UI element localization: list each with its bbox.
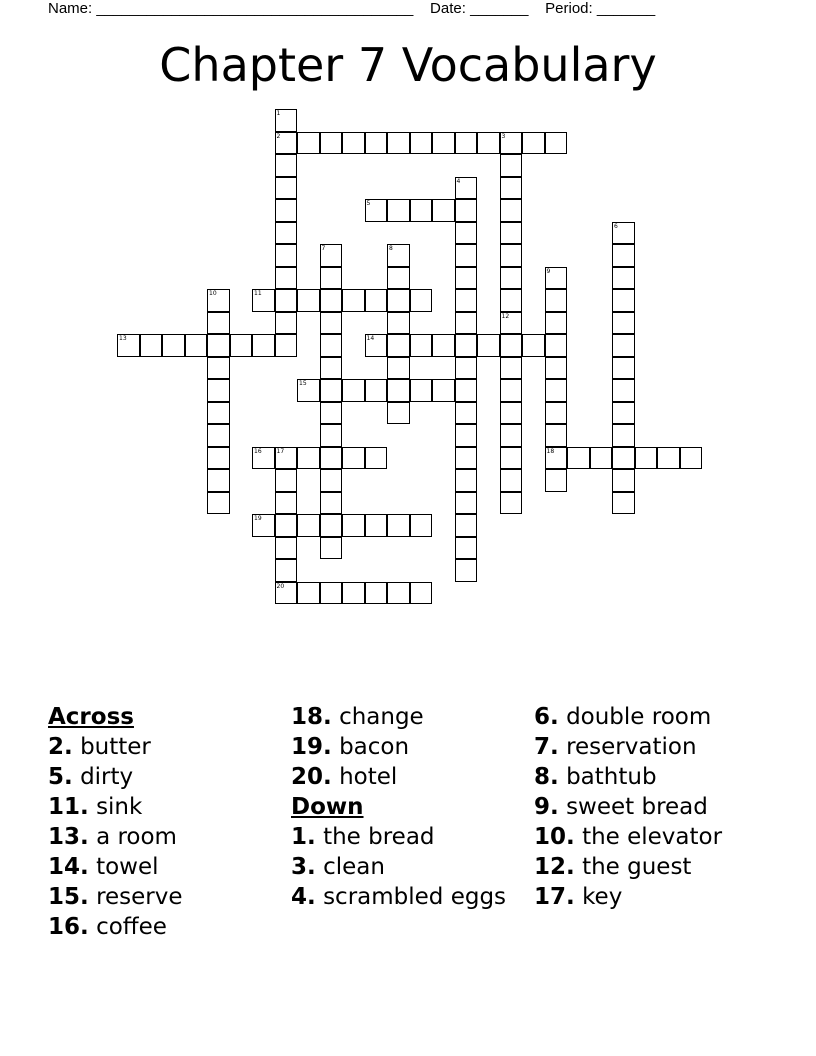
crossword-cell[interactable] <box>477 334 500 357</box>
crossword-cell[interactable] <box>320 582 343 605</box>
clue-number: 10 <box>209 290 217 297</box>
clue-item <box>48 792 278 822</box>
crossword-cell[interactable] <box>207 379 230 402</box>
crossword-cell[interactable] <box>500 244 523 267</box>
clue-number: 17 <box>276 447 285 455</box>
clue-item <box>534 702 804 732</box>
crossword-cell[interactable] <box>432 132 455 155</box>
clue-item-number: 6. <box>534 704 559 730</box>
clue-item-number: 12. <box>534 854 575 880</box>
clue-item <box>48 852 278 882</box>
crossword-cell[interactable] <box>612 402 635 425</box>
crossword-cell[interactable] <box>410 289 433 312</box>
crossword-cell[interactable] <box>545 334 568 357</box>
crossword-cell[interactable] <box>387 582 410 605</box>
crossword-cell[interactable] <box>297 289 320 312</box>
crossword-cell[interactable] <box>567 447 590 470</box>
clue-number: 5 <box>366 200 371 207</box>
crossword-cell[interactable] <box>320 244 343 267</box>
clue-item-text: bathtub <box>566 764 657 790</box>
clue-item <box>48 822 278 852</box>
crossword-cell[interactable] <box>185 334 208 357</box>
crossword-cell[interactable] <box>387 244 410 267</box>
down-heading: Down <box>291 794 364 820</box>
clue-number: 3 <box>501 132 506 140</box>
crossword-cell[interactable] <box>500 492 523 515</box>
crossword-cell[interactable] <box>545 447 568 470</box>
crossword-cell[interactable] <box>207 312 230 335</box>
crossword-cell[interactable] <box>477 132 500 155</box>
clue-item-number: 18. <box>291 704 332 730</box>
crossword-cell[interactable] <box>455 537 478 560</box>
clue-item-number: 16. <box>48 914 89 940</box>
crossword-cell[interactable] <box>297 582 320 605</box>
clue-item <box>291 732 526 762</box>
crossword-cell[interactable] <box>365 289 388 312</box>
crossword-cell[interactable] <box>455 222 478 245</box>
crossword-cell[interactable] <box>207 424 230 447</box>
clue-item-number: 19. <box>291 734 332 760</box>
clue-item-number: 5. <box>48 764 73 790</box>
crossword-cell[interactable] <box>612 222 635 245</box>
crossword-cell[interactable] <box>545 132 568 155</box>
clue-number: 6 <box>614 222 618 230</box>
crossword-cell[interactable] <box>387 267 410 290</box>
crossword-cell[interactable] <box>275 109 298 132</box>
clue-number: 18 <box>546 447 555 455</box>
crossword-cell[interactable] <box>275 582 298 605</box>
clue-number: 12 <box>501 312 510 320</box>
name-label: Name: <box>48 0 93 17</box>
crossword-cell[interactable] <box>342 289 365 312</box>
crossword-cell[interactable] <box>387 132 410 155</box>
across-clue-list <box>48 732 278 942</box>
clue-number: 4 <box>456 177 461 185</box>
crossword-cell[interactable] <box>612 447 635 470</box>
crossword-cell[interactable] <box>275 469 298 492</box>
clue-item-text: the bread <box>323 824 435 850</box>
crossword-cell[interactable] <box>320 537 343 560</box>
crossword-cell[interactable] <box>500 199 523 222</box>
down-clue-list-continued <box>534 702 804 912</box>
clue-item-number: 17. <box>534 884 575 910</box>
clue-item-text: change <box>339 704 424 730</box>
crossword-cell[interactable] <box>432 334 455 357</box>
clue-number: 13 <box>119 335 127 342</box>
date-label: Date: <box>430 0 466 17</box>
crossword-cell[interactable] <box>252 514 275 537</box>
crossword-cell[interactable] <box>545 267 568 290</box>
crossword-cell[interactable] <box>500 222 523 245</box>
crossword-cell[interactable] <box>342 582 365 605</box>
crossword-cell[interactable] <box>455 289 478 312</box>
crossword-cell[interactable] <box>657 447 680 470</box>
crossword-cell[interactable] <box>500 402 523 425</box>
crossword-cell[interactable] <box>297 379 320 402</box>
clue-item <box>48 732 278 762</box>
crossword-cell[interactable] <box>455 492 478 515</box>
clue-item-text: a room <box>96 824 177 850</box>
crossword-cell[interactable] <box>365 199 388 222</box>
clue-item <box>48 762 278 792</box>
clue-item-text: hotel <box>339 764 398 790</box>
clue-number: 8 <box>389 245 393 252</box>
name-blank[interactable]: ______________________________________ <box>96 0 414 17</box>
crossword-cell[interactable] <box>635 447 658 470</box>
crossword-cell[interactable] <box>117 334 140 357</box>
clues-column-1 <box>48 702 278 942</box>
crossword-cell[interactable] <box>342 447 365 470</box>
crossword-cell[interactable] <box>387 312 410 335</box>
crossword-cell[interactable] <box>612 424 635 447</box>
period-label: Period: <box>545 0 593 17</box>
clue-item-number: 14. <box>48 854 89 880</box>
clue-number: 11 <box>254 290 262 297</box>
crossword-cell[interactable] <box>612 379 635 402</box>
crossword-cell[interactable] <box>545 424 568 447</box>
clue-item-text: dirty <box>80 764 134 790</box>
clue-item-text: reservation <box>566 734 697 760</box>
clue-item-text: key <box>582 884 623 910</box>
crossword-cell[interactable] <box>455 244 478 267</box>
crossword-cell[interactable] <box>320 379 343 402</box>
crossword-cell[interactable] <box>275 132 298 155</box>
crossword-cell[interactable] <box>252 289 275 312</box>
crossword-cell[interactable] <box>387 357 410 380</box>
clue-number: 19 <box>254 515 262 522</box>
crossword-cell[interactable] <box>500 357 523 380</box>
clue-item-number: 10. <box>534 824 575 850</box>
crossword-cell[interactable] <box>320 357 343 380</box>
clue-item <box>534 792 804 822</box>
across-heading: Across <box>48 704 134 730</box>
crossword-cell[interactable] <box>500 154 523 177</box>
crossword-cell[interactable] <box>320 469 343 492</box>
clue-number: 9 <box>546 267 551 275</box>
crossword-cell[interactable] <box>522 334 545 357</box>
clue-item-text: the elevator <box>582 824 723 850</box>
crossword-cell[interactable] <box>275 289 298 312</box>
clue-item-number: 11. <box>48 794 89 820</box>
crossword-cell[interactable] <box>612 334 635 357</box>
crossword-cell[interactable] <box>612 289 635 312</box>
clue-number: 7 <box>321 245 326 252</box>
clue-item-text: sweet bread <box>566 794 708 820</box>
clue-number: 20 <box>276 582 285 590</box>
period-blank[interactable]: _______ <box>596 0 656 17</box>
crossword-cell[interactable] <box>275 447 298 470</box>
crossword-cell[interactable] <box>590 447 613 470</box>
clue-number: 16 <box>254 447 262 455</box>
crossword-cell[interactable] <box>410 132 433 155</box>
clue-item-number: 13. <box>48 824 89 850</box>
clue-item <box>291 852 526 882</box>
crossword-cell[interactable] <box>320 492 343 515</box>
clues-column-2 <box>291 702 526 912</box>
crossword-cell[interactable] <box>500 379 523 402</box>
crossword-cell[interactable] <box>680 447 703 470</box>
crossword-cell[interactable] <box>545 469 568 492</box>
crossword-cell[interactable] <box>365 447 388 470</box>
crossword-cell[interactable] <box>275 199 298 222</box>
clue-number: 14 <box>366 335 375 342</box>
crossword-cell[interactable] <box>320 334 343 357</box>
crossword-cell[interactable] <box>365 334 388 357</box>
crossword-cell[interactable] <box>275 177 298 200</box>
clue-number: 15 <box>299 380 307 387</box>
crossword-cell[interactable] <box>342 514 365 537</box>
clue-item-number: 2. <box>48 734 73 760</box>
crossword-cell[interactable] <box>545 357 568 380</box>
clue-item <box>48 882 278 912</box>
crossword-cell[interactable] <box>275 154 298 177</box>
crossword-cell[interactable] <box>455 199 478 222</box>
clue-item <box>534 822 804 852</box>
crossword-cell[interactable] <box>320 289 343 312</box>
clue-item <box>291 882 526 912</box>
clue-item-number: 15. <box>48 884 89 910</box>
crossword-cell[interactable] <box>612 469 635 492</box>
crossword-cell[interactable] <box>500 447 523 470</box>
crossword-cell[interactable] <box>455 559 478 582</box>
clue-number: 2 <box>276 132 281 140</box>
clue-item <box>291 702 526 732</box>
crossword-cell[interactable] <box>207 492 230 515</box>
crossword-cell[interactable] <box>275 514 298 537</box>
crossword-cell[interactable] <box>455 357 478 380</box>
crossword-cell[interactable] <box>410 514 433 537</box>
crossword-cell[interactable] <box>207 289 230 312</box>
crossword-cell[interactable] <box>612 267 635 290</box>
crossword-cell[interactable] <box>387 514 410 537</box>
crossword-cell[interactable] <box>275 559 298 582</box>
crossword-cell[interactable] <box>612 492 635 515</box>
crossword-cell[interactable] <box>275 267 298 290</box>
crossword-cell[interactable] <box>320 132 343 155</box>
crossword-cell[interactable] <box>612 312 635 335</box>
clue-item-text: sink <box>96 794 143 820</box>
clue-item-text: coffee <box>96 914 167 940</box>
clue-item-text: towel <box>96 854 159 880</box>
clue-item <box>291 762 526 792</box>
crossword-cell[interactable] <box>432 379 455 402</box>
crossword-cell[interactable] <box>455 177 478 200</box>
clue-item-text: scrambled eggs <box>323 884 507 910</box>
clue-item-text: double room <box>566 704 712 730</box>
crossword-cell[interactable] <box>320 514 343 537</box>
crossword-cell[interactable] <box>252 447 275 470</box>
clue-item-text: clean <box>323 854 385 880</box>
crossword-cell[interactable] <box>207 402 230 425</box>
crossword-cell[interactable] <box>162 334 185 357</box>
clue-item-text: bacon <box>339 734 410 760</box>
crossword-cell[interactable] <box>275 244 298 267</box>
crossword-cell[interactable] <box>545 289 568 312</box>
crossword-cell[interactable] <box>455 469 478 492</box>
clue-item <box>534 732 804 762</box>
clue-item-text: reserve <box>96 884 183 910</box>
crossword-cell[interactable] <box>500 469 523 492</box>
clue-item-number: 3. <box>291 854 316 880</box>
crossword-cell[interactable] <box>410 379 433 402</box>
clue-item <box>534 762 804 792</box>
clue-item-number: 7. <box>534 734 559 760</box>
crossword-cell[interactable] <box>500 132 523 155</box>
clue-item-number: 8. <box>534 764 559 790</box>
crossword-cell[interactable] <box>387 379 410 402</box>
crossword-cell[interactable] <box>410 199 433 222</box>
clue-item <box>534 882 804 912</box>
clue-item-number: 20. <box>291 764 332 790</box>
crossword-cell[interactable] <box>500 334 523 357</box>
crossword-cell[interactable] <box>612 244 635 267</box>
crossword-cell[interactable] <box>545 379 568 402</box>
date-blank[interactable]: _______ <box>470 0 529 17</box>
crossword-cell[interactable] <box>500 177 523 200</box>
crossword-cell[interactable] <box>207 447 230 470</box>
crossword-cell[interactable] <box>455 402 478 425</box>
crossword-cell[interactable] <box>455 424 478 447</box>
crossword-cell[interactable] <box>410 334 433 357</box>
page-title: Chapter 7 Vocabulary <box>159 38 657 92</box>
crossword-cell[interactable] <box>387 334 410 357</box>
crossword-cell[interactable] <box>230 334 253 357</box>
crossword-cell[interactable] <box>455 132 478 155</box>
crossword-cell[interactable] <box>455 334 478 357</box>
crossword-cell[interactable] <box>275 537 298 560</box>
down-clue-list <box>291 822 526 912</box>
crossword-cell[interactable] <box>387 402 410 425</box>
crossword-cell[interactable] <box>455 267 478 290</box>
crossword-cell[interactable] <box>365 379 388 402</box>
clue-item-text: the guest <box>582 854 692 880</box>
crossword-cell[interactable] <box>297 514 320 537</box>
crossword-cell[interactable] <box>545 402 568 425</box>
crossword-cell[interactable] <box>140 334 163 357</box>
crossword-cell[interactable] <box>320 312 343 335</box>
crossword-cell[interactable] <box>207 357 230 380</box>
crossword-cell[interactable] <box>455 514 478 537</box>
clue-item <box>48 912 278 942</box>
crossword-cell[interactable] <box>500 267 523 290</box>
crossword-cell[interactable] <box>387 289 410 312</box>
crossword-cell[interactable] <box>275 492 298 515</box>
crossword-cell[interactable] <box>522 132 545 155</box>
crossword-cell[interactable] <box>275 334 298 357</box>
crossword-cell[interactable] <box>410 582 433 605</box>
clue-item <box>291 822 526 852</box>
crossword-cell[interactable] <box>320 447 343 470</box>
crossword-cell[interactable] <box>320 267 343 290</box>
crossword-cell[interactable] <box>275 312 298 335</box>
crossword-cell[interactable] <box>455 312 478 335</box>
crossword-cell[interactable] <box>275 222 298 245</box>
crossword-cell[interactable] <box>455 379 478 402</box>
crossword-cell[interactable] <box>545 312 568 335</box>
crossword-cell[interactable] <box>432 199 455 222</box>
crossword-cell[interactable] <box>320 424 343 447</box>
clue-number: 1 <box>276 110 281 117</box>
crossword-cell[interactable] <box>320 402 343 425</box>
crossword-cell[interactable] <box>365 514 388 537</box>
crossword-cell[interactable] <box>612 357 635 380</box>
across-clue-list-continued <box>291 702 526 792</box>
crossword-cell[interactable] <box>455 447 478 470</box>
crossword-cell[interactable] <box>342 132 365 155</box>
clue-item-number: 4. <box>291 884 316 910</box>
crossword-cell[interactable] <box>387 199 410 222</box>
clue-item-number: 9. <box>534 794 559 820</box>
crossword-cell[interactable] <box>207 334 230 357</box>
clue-item-number: 1. <box>291 824 316 850</box>
crossword-cell[interactable] <box>297 132 320 155</box>
crossword-cell[interactable] <box>252 334 275 357</box>
crossword-cell[interactable] <box>342 379 365 402</box>
crossword-cell[interactable] <box>365 582 388 605</box>
crossword-cell[interactable] <box>297 447 320 470</box>
crossword-cell[interactable] <box>500 289 523 312</box>
crossword-cell[interactable] <box>500 424 523 447</box>
clue-item-text: butter <box>80 734 151 760</box>
crossword-cell[interactable] <box>365 132 388 155</box>
clue-item <box>534 852 804 882</box>
crossword-cell[interactable] <box>207 469 230 492</box>
crossword-cell[interactable] <box>500 312 523 335</box>
clues-column-3 <box>534 702 804 912</box>
